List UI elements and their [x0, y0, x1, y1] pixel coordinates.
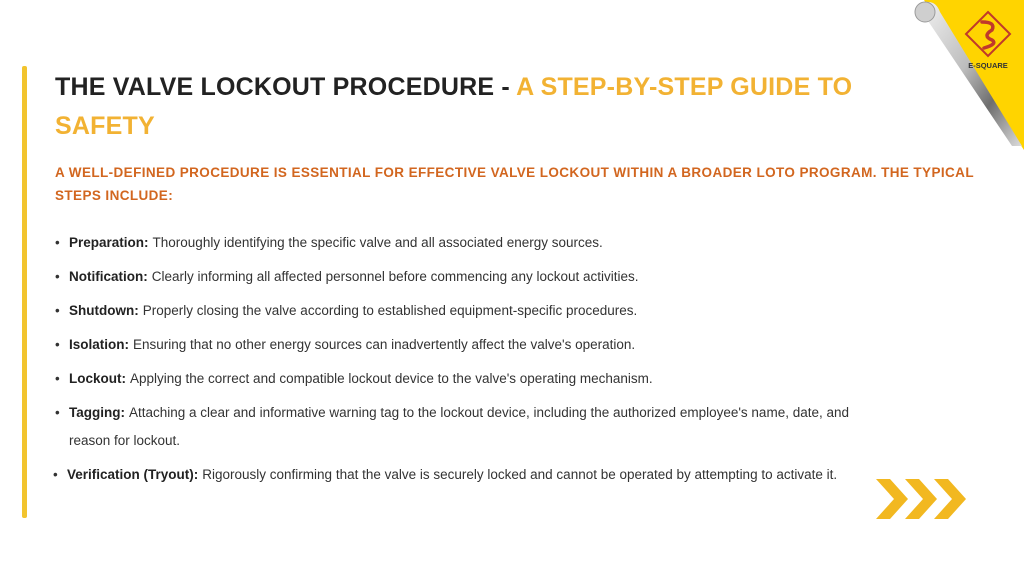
bullet: • — [55, 269, 60, 284]
step-text: Properly closing the valve according to established equipment-specific procedures. — [142, 303, 638, 318]
bullet: • — [55, 371, 60, 386]
step-label: Tagging: — [69, 405, 125, 420]
bullet: • — [55, 405, 60, 420]
step-label: Isolation: — [69, 337, 129, 352]
page-curl-logo-icon — [904, 0, 1024, 150]
step-text: Ensuring that no other energy sources can inadvertently affect the valve's operation. — [133, 337, 636, 352]
step-preparation — [55, 229, 875, 257]
step-notification — [55, 263, 875, 291]
step-text: Attaching a clear and informative warning tag to the lockout device, including the authorized employee's name, date, and reason for lockout. — [69, 405, 849, 448]
bullet: • — [53, 467, 58, 482]
step-label: Verification (Tryout): — [67, 467, 199, 482]
bullet: • — [55, 303, 60, 318]
bullet: • — [55, 337, 60, 352]
step-tagging — [55, 399, 875, 455]
step-label: Notification: — [69, 269, 148, 284]
step-lockout — [55, 365, 875, 393]
accent-bar — [22, 66, 27, 518]
step-label: Lockout: — [69, 371, 126, 386]
page-title — [55, 68, 915, 146]
step-text: Applying the correct and compatible lockout device to the valve's operating mechanism. — [130, 371, 653, 386]
title-highlight: A STEP-BY-STEP GUIDE TO SAFETY — [55, 73, 853, 140]
step-text: Thoroughly identifying the specific valve and all associated energy sources. — [152, 235, 603, 250]
steps-list — [55, 229, 875, 495]
step-text: Rigorously confirming that the valve is securely locked and cannot be operated by attempting to activate it. — [202, 467, 838, 482]
step-verification — [53, 461, 873, 489]
step-shutdown — [55, 297, 875, 325]
step-isolation — [55, 331, 875, 359]
step-label: Shutdown: — [69, 303, 139, 318]
step-text: Clearly informing all affected personnel before commencing any lockout activities. — [151, 269, 639, 284]
title-main: THE VALVE LOCKOUT PROCEDURE - — [55, 73, 517, 101]
logo-text: E-SQUARE — [968, 61, 1008, 70]
triple-chevron-right-icon — [876, 479, 968, 519]
bullet: • — [55, 235, 60, 250]
step-label: Preparation: — [69, 235, 149, 250]
page-subtitle: A WELL-DEFINED PROCEDURE IS ESSENTIAL FOR EFFECTIVE VALVE LOCKOUT WITHIN A BROADER LOTO PROGRAM. THE TYPICAL STEPS INCLUDE: — [55, 165, 974, 203]
